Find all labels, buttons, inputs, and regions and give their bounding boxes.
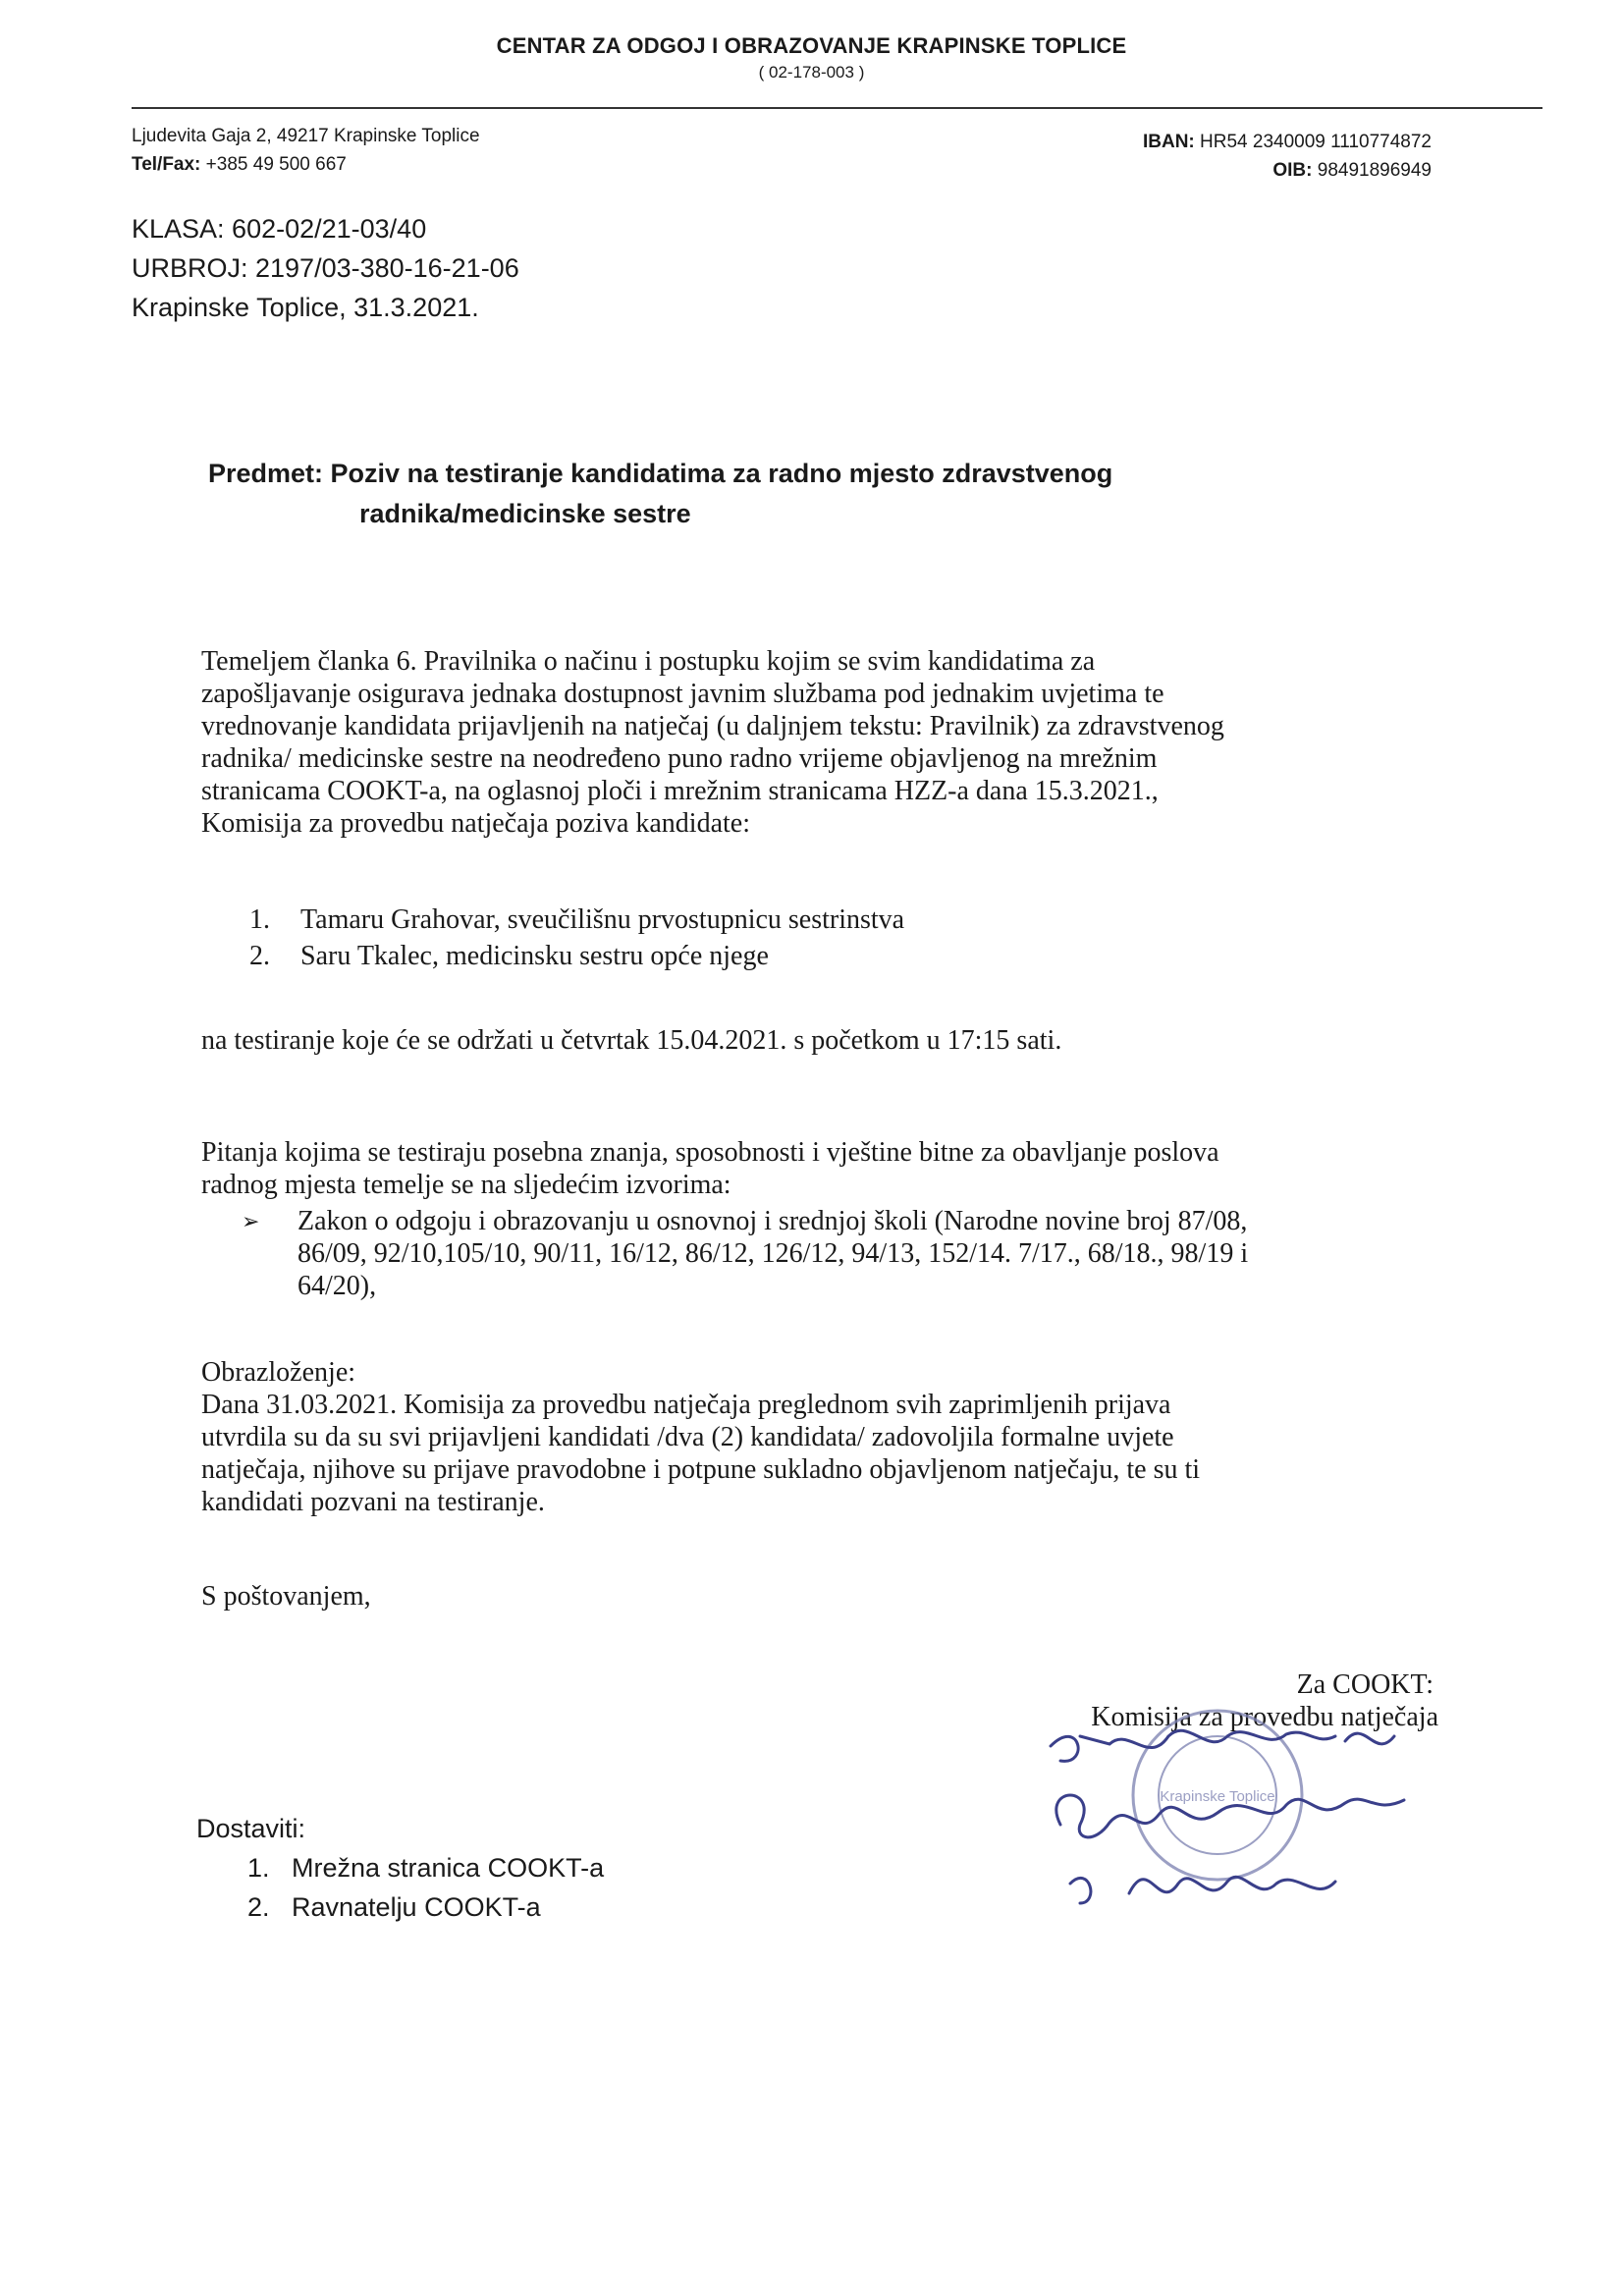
list-number: 2. <box>249 941 270 971</box>
signature-1 <box>1051 1730 1394 1761</box>
list-item <box>196 1887 604 1927</box>
intro-line: Komisija za provedbu natječaja poziva kandidate: <box>201 808 751 839</box>
header-divider <box>132 107 1542 109</box>
source-line: 86/09, 92/10,105/10, 90/11, 16/12, 86/12, 126/12, 94/13, 152/14. 7/17., 68/18., 98/19 i <box>298 1238 1249 1269</box>
oib-label: OIB: <box>1272 160 1313 181</box>
explanation-title: Obrazloženje: <box>201 1357 356 1388</box>
subject-block <box>208 454 1112 534</box>
signature-org: Za COOKT: <box>1296 1669 1434 1700</box>
intro-line: Temeljem članka 6. Pravilnika o načinu i postupku kojim se svim kandidatima za <box>201 646 1096 677</box>
intro-paragraph <box>201 645 1434 840</box>
oib-value: 98491896949 <box>1317 160 1432 181</box>
delivery-title: Dostaviti: <box>196 1814 306 1843</box>
delivery-list <box>196 1848 604 1927</box>
telfax-value: +385 49 500 667 <box>205 154 347 175</box>
explanation-line: Dana 31.03.2021. Komisija za provedbu natječaja preglednom svih zaprimljenih prijava <box>201 1390 1171 1420</box>
iban-label: IBAN: <box>1142 132 1195 152</box>
handwritten-signatures <box>1051 1730 1404 1903</box>
sources-paragraph <box>201 1136 1434 1201</box>
explanation-line: kandidati pozvani na testiranje. <box>201 1487 545 1517</box>
signature-and-stamp <box>1021 1707 1453 1933</box>
explanation-line: natječaja, njihove su prijave pravodobne i potpune sukladno objavljenom natječaju, te su ti <box>201 1454 1201 1485</box>
list-number: 1. <box>249 904 270 935</box>
stamp-text: Krapinske Toplice <box>1160 1788 1275 1805</box>
explanation-line: utvrdila su da su svi prijavljeni kandidati /dva (2) kandidata/ zadovoljila formalne uvjete <box>201 1422 1174 1452</box>
bank-block <box>1143 128 1432 185</box>
delivery-text: Ravnatelju COOKT-a <box>292 1892 541 1922</box>
source-line: 64/20), <box>298 1271 377 1301</box>
candidate-text: Tamaru Grahovar, sveučilišnu prvostupnicu sestrinstva <box>300 904 905 935</box>
list-number: 2. <box>247 1892 270 1922</box>
telfax-line <box>132 150 480 179</box>
delivery-block <box>196 1809 604 1927</box>
official-stamp <box>1133 1711 1302 1880</box>
iban-value: HR54 2340009 1110774872 <box>1200 132 1432 152</box>
intro-line: zapošljavanje osigurava jednaka dostupnost javnim službama pod jednakim uvjetima te <box>201 679 1164 709</box>
delivery-text: Mrežna stranica COOKT-a <box>292 1853 605 1883</box>
arrow-bullet-icon: ➢ <box>242 1209 260 1233</box>
list-item <box>196 1848 604 1887</box>
closing-salutation: S poštovanjem, <box>201 1581 371 1612</box>
signature-committee: Komisija za provedbu natječaja <box>1091 1702 1438 1732</box>
candidate-text: Saru Tkalec, medicinsku sestru opće njege <box>300 941 769 971</box>
subject-line-2: radnika/medicinske sestre <box>359 499 691 528</box>
list-item <box>249 902 904 938</box>
intro-line: radnika/ medicinske sestre na neodređeno puno radno vrijeme objavljenog na mrežnim <box>201 743 1158 774</box>
intro-line: vrednovanje kandidata prijavljenih na natječaj (u daljnjem tekstu: Pravilnik) za zdravstvenog <box>201 711 1224 741</box>
explanation-paragraph <box>201 1356 1434 1518</box>
signature-3 <box>1070 1877 1335 1903</box>
telfax-label: Tel/Fax: <box>132 154 201 175</box>
list-item <box>249 938 904 974</box>
address-line: Ljudevita Gaja 2, 49217 Krapinske Toplice <box>132 126 480 146</box>
sources-line: Pitanja kojima se testiraju posebna znanja, sposobnosti i vještine bitne za obavljanje poslova <box>201 1137 1219 1168</box>
source-line: Zakon o odgoju i obrazovanju u osnovnoj i srednjoj školi (Narodne novine broj 87/08, <box>298 1206 1248 1236</box>
subject-label: Predmet: <box>208 459 324 488</box>
intro-line: stranicama COOKT-a, na oglasnoj ploči i mrežnim stranicama HZZ-a dana 15.3.2021., <box>201 776 1159 806</box>
list-number: 1. <box>247 1853 270 1883</box>
candidates-list <box>249 902 904 974</box>
iban-line <box>1143 128 1432 156</box>
organization-name: CENTAR ZA ODGOJ I OBRAZOVANJE KRAPINSKE TOPLICE <box>496 33 1127 58</box>
klasa: KLASA: 602-02/21-03/40 <box>132 214 427 244</box>
sources-line: radnog mjesta temelje se na sljedećim izvorima: <box>201 1170 731 1200</box>
urbroj: URBROJ: 2197/03-380-16-21-06 <box>132 253 519 283</box>
testing-announcement: na testiranje koje će se održati u četvrtak 15.04.2021. s početkom u 17:15 sati. <box>201 1025 1062 1056</box>
subject-line-1: Poziv na testiranje kandidatima za radno mjesto zdravstvenog <box>330 459 1113 488</box>
organization-code: ( 02-178-003 ) <box>758 63 865 82</box>
address-block <box>132 122 480 179</box>
oib-line <box>1143 156 1432 185</box>
reference-block <box>132 209 519 327</box>
sources-list-item <box>242 1205 1438 1302</box>
place-date: Krapinske Toplice, 31.3.2021. <box>132 293 479 322</box>
